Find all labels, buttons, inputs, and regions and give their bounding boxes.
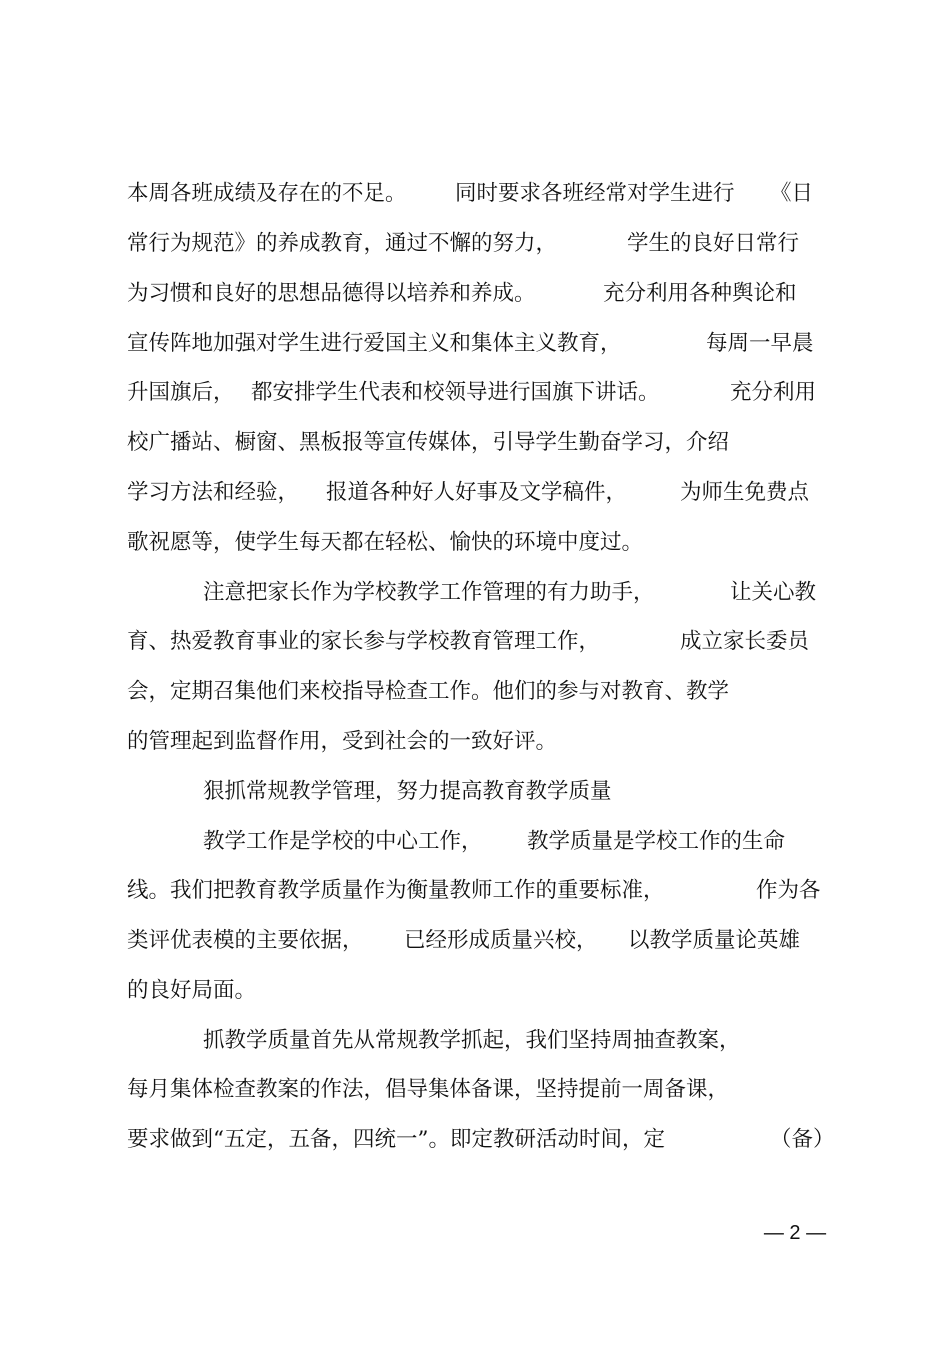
text-segment: 常行为规范》的养成教育，通过不懈的努力， [127,231,558,256]
text-segment: 充分利用各种舆论和 [603,281,797,306]
text-line [0,871,950,911]
text-line [0,822,950,862]
text-segment: 育、热爱教育事业的家长参与学校教育管理工作， [127,629,601,654]
text-line [0,274,950,314]
text-line [0,373,950,413]
text-line [0,971,950,1011]
text-line [0,473,950,513]
text-segment: （备） [770,1127,835,1152]
text-segment: 作为各 [756,878,821,903]
page-number: — 2 — [763,1222,827,1244]
text-segment: 类评优表模的主要依据， [127,928,364,953]
text-segment: 《日 [770,181,814,206]
text-segment: 充分利用 [730,380,817,405]
text-segment: 让关心教 [730,580,817,605]
text-segment: 以教学质量论英雄 [628,928,801,953]
text-line [0,423,950,463]
text-line [0,523,950,563]
text-segment: 已经形成质量兴校， [404,928,598,953]
text-segment: 每周一早晨 [706,331,814,356]
text-segment: 宣传阵地加强对学生进行爱国主义和集体主义教育， [127,331,622,356]
text-segment: 狠抓常规教学管理，努力提高教育教学质量 [203,779,612,804]
text-line [0,174,950,214]
text-segment: 校广播站、橱窗、黑板报等宣传媒体，引导学生勤奋学习，介绍 [127,430,730,455]
text-segment: 学生的良好日常行 [627,231,800,256]
text-segment: 的管理起到监督作用，受到社会的一致好评。 [127,729,558,754]
text-line [0,224,950,264]
text-segment: 本周各班成绩及存在的不足。 [127,181,407,206]
text-segment: 会，定期召集他们来校指导检查工作。他们的参与对教育、教学 [127,679,730,704]
text-segment: 为习惯和良好的思想品德得以培养和养成。 [127,281,536,306]
text-line [0,722,950,762]
text-line [0,324,950,364]
text-segment: 抓教学质量首先从常规教学抓起，我们坚持周抽查教案， [203,1028,741,1053]
text-segment: 每月集体检查教案的作法，倡导集体备课，坚持提前一周备课， [127,1077,730,1102]
text-segment: 教学质量是学校工作的生命 [527,829,786,854]
text-segment: 同时要求各班经常对学生进行 [455,181,735,206]
text-segment: 报道各种好人好事及文学稿件， [326,480,628,505]
text-segment: 歌祝愿等，使学生每天都在轻松、愉快的环境中度过。 [127,530,644,555]
text-segment: 成立家长委员 [680,629,810,654]
text-line [0,1070,950,1110]
text-segment: 的良好局面。 [127,978,257,1003]
text-segment: 注意把家长作为学校教学工作管理的有力助手， [203,580,655,605]
text-line [0,672,950,712]
text-segment: 教学工作是学校的中心工作， [203,829,483,854]
text-line [0,622,950,662]
text-line [0,573,950,613]
text-segment: 学习方法和经验， [127,480,300,505]
text-line [0,1120,950,1160]
text-line [0,921,950,961]
text-segment: 都安排学生代表和校领导进行国旗下讲话。 [251,380,660,405]
text-segment: 要求做到“五定，五备，四统一”。即定教研活动时间，定 [127,1127,665,1152]
section-heading [0,772,950,812]
text-line [0,1021,950,1061]
text-segment: 升国旗后， [127,380,235,405]
text-segment: 为师生免费点 [680,480,810,505]
text-segment: 线。我们把教育教学质量作为衡量教师工作的重要标准， [127,878,665,903]
